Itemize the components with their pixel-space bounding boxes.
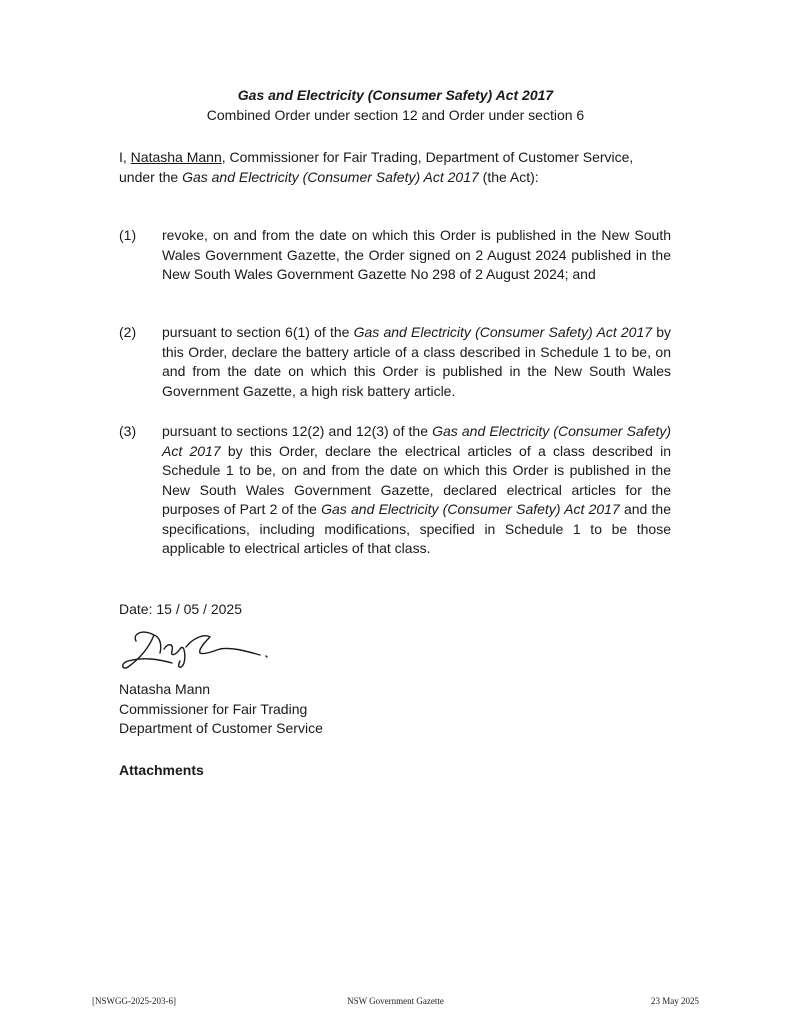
attachments-heading: Attachments [119, 762, 204, 778]
item-number: (3) [119, 423, 137, 439]
item-act-name: Gas and Electricity (Consumer Safety) Act 2017 [162, 423, 671, 459]
signatory-department: Department of Customer Service [119, 720, 323, 736]
intro-suffix: (the Act): [478, 169, 539, 185]
signature-block [119, 680, 671, 739]
item-text-part: pursuant to sections 12(2) and 12(3) of the [162, 423, 433, 439]
footer-publication: NSW Government Gazette [347, 996, 444, 1006]
intro-paragraph [119, 147, 671, 187]
item-text-part: pursuant to section 6(1) of the [162, 324, 354, 340]
intro-prefix: I, [119, 149, 131, 165]
item-text-part: by this Order, declare the electrical articles of a class described in Schedule 1 to be, on and from the date on which this Order is published in the New South Wales Government Gazette, declared electrical articles for the purposes of Part 2 of the [162, 442, 671, 517]
item-text-part: by this Order, declare the battery article of a class described in Schedule 1 to be, on and from the date on which this Order is published in the New South Wales Government Gazette, a high risk battery article. [162, 324, 672, 399]
commissioner-name: Natasha Mann [130, 149, 222, 165]
intro-middle: , Commissioner for Fair Trading, Department of Customer Service, under the [119, 149, 634, 185]
item-act-name: Gas and Electricity (Consumer Safety) Act 2017 [321, 501, 620, 517]
footer-date: 23 May 2025 [651, 996, 699, 1006]
item-act-name: Gas and Electricity (Consumer Safety) Act 2017 [353, 324, 653, 340]
item-number: (1) [119, 227, 137, 243]
order-subtitle: Combined Order under section 12 and Order under section 6 [206, 107, 585, 123]
item-text [162, 323, 671, 401]
footer-reference: [NSWGG-2025-203-6] [92, 996, 176, 1006]
item-text [162, 422, 671, 559]
order-date: Date: 15 / 05 / 2025 [119, 601, 242, 617]
item-number: (2) [119, 324, 137, 340]
signatory-role: Commissioner for Fair Trading [119, 700, 308, 717]
act-title: Gas and Electricity (Consumer Safety) Act 2017 [237, 87, 554, 103]
item-text: revoke, on and from the date on which this Order is published in the New South Wales Government Gazette, the Order signed on 2 August 2024 published in the New South Wales Government Gazette No 298 of 2 August 2024; and [162, 227, 671, 282]
item-text-part: and the specifications, including modifications, specified in Schedule 1 to be those applicable to electrical articles of that class. [162, 501, 671, 556]
signatory-name: Natasha Mann [119, 681, 211, 697]
signature-image [114, 619, 274, 679]
intro-act-name: Gas and Electricity (Consumer Safety) Act 2017 [182, 169, 479, 185]
